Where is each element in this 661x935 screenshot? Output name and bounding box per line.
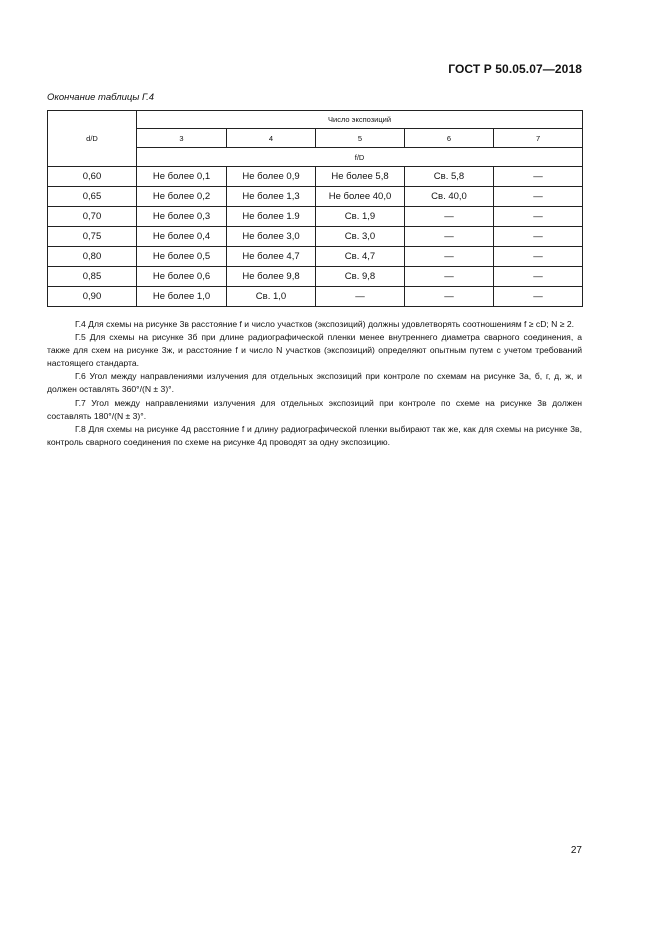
value-cell: Не более 0,5	[137, 247, 227, 267]
value-cell: —	[405, 267, 494, 287]
value-cell: Не более 3,0	[227, 227, 316, 247]
value-cell: Св. 9,8	[316, 267, 405, 287]
paragraph-g6: Г.6 Угол между направлениями излучения для отдельных экспозиций при контроле по схемам на рисунке 3а, б, г, д, ж, и должен оставлять 360°/(N ± 3)°.	[47, 371, 582, 395]
table-row	[48, 247, 583, 267]
paragraph-g4: Г.4 Для схемы на рисунке 3в расстояние f и число участков (экспозиций) должны удовлетворять соотношениям f ≥ cD; N ≥ 2.	[75, 319, 575, 329]
table-row	[48, 167, 583, 187]
value-cell: Не более 1,3	[227, 187, 316, 207]
value-cell: Не более 5,8	[316, 167, 405, 187]
header-exposure-7: 7	[494, 129, 583, 148]
value-cell: Не более 4,7	[227, 247, 316, 267]
table-row	[48, 267, 583, 287]
value-cell: Не более 0,4	[137, 227, 227, 247]
table-row	[48, 287, 583, 307]
ratio-cell: 0,60	[48, 167, 137, 187]
value-cell: —	[494, 287, 583, 307]
header-exposure-4: 4	[227, 129, 316, 148]
value-cell: —	[494, 247, 583, 267]
value-cell: Св. 40,0	[405, 187, 494, 207]
ratio-cell: 0,80	[48, 247, 137, 267]
value-cell: —	[494, 167, 583, 187]
value-cell: —	[494, 267, 583, 287]
paragraph-g7: Г.7 Угол между направлениями излучения для отдельных экспозиций при контроле по схеме на рисунке 3в должен составлять 180°/(N ± 3)°.	[47, 397, 582, 421]
value-cell: Св. 1,0	[227, 287, 316, 307]
value-cell: —	[405, 227, 494, 247]
value-cell: Не более 0,3	[137, 207, 227, 227]
value-cell: Не более 0,6	[137, 267, 227, 287]
ratio-cell: 0,65	[48, 187, 137, 207]
value-cell: Не более 1.9	[227, 207, 316, 227]
ratio-cell: 0,75	[48, 227, 137, 247]
exposure-table	[47, 110, 583, 307]
header-exposure-5: 5	[316, 129, 405, 148]
value-cell: Св. 3,0	[316, 227, 405, 247]
value-cell: Св. 5,8	[405, 167, 494, 187]
notes-text	[47, 318, 582, 449]
value-cell: Св. 4,7	[316, 247, 405, 267]
ratio-cell: 0,90	[48, 287, 137, 307]
value-cell: —	[405, 247, 494, 267]
page-number: 27	[570, 845, 582, 856]
table-row	[48, 187, 583, 207]
table-caption: Окончание таблицы Г.4	[47, 92, 155, 103]
paragraph-g8: Г.8 Для схемы на рисунке 4д расстояние f и длину радиографической пленки выбирают так же, как для схемы на рисунке 3в, контроль сварного соединения по схеме на рисунке 4д проводят за одну экспозицию.	[47, 423, 582, 447]
value-cell: Не более 40,0	[316, 187, 405, 207]
header-exposure-3: 3	[137, 129, 227, 148]
value-cell: —	[494, 227, 583, 247]
value-cell: Не более 0,9	[227, 167, 316, 187]
ratio-cell: 0,85	[48, 267, 137, 287]
document-code: ГОСТ Р 50.05.07—2018	[448, 62, 582, 76]
value-cell: Не более 1,0	[137, 287, 227, 307]
value-cell: —	[494, 187, 583, 207]
header-f-over-d: f/D	[137, 148, 583, 167]
value-cell: Св. 1,9	[316, 207, 405, 227]
value-cell: Не более 9,8	[227, 267, 316, 287]
table-row	[48, 207, 583, 227]
value-cell: Не более 0,2	[137, 187, 227, 207]
value-cell: —	[494, 207, 583, 227]
value-cell: —	[405, 207, 494, 227]
header-exposure-6: 6	[405, 129, 494, 148]
header-d-over-d: d/D	[48, 111, 137, 167]
ratio-cell: 0,70	[48, 207, 137, 227]
header-exposure-count: Число экспозиций	[137, 111, 583, 129]
value-cell: Не более 0,1	[137, 167, 227, 187]
paragraph-g5: Г.5 Для схемы на рисунке 3б при длине радиографической пленки менее внутреннего диаметра сварного соединения, а также для схем на рисунке 3ж, и расстояние f и число N участков (экспозиций) определяют опытным путем с учетом требований настоящего стандарта.	[47, 332, 582, 369]
value-cell: —	[405, 287, 494, 307]
value-cell: —	[316, 287, 405, 307]
table-row	[48, 227, 583, 247]
